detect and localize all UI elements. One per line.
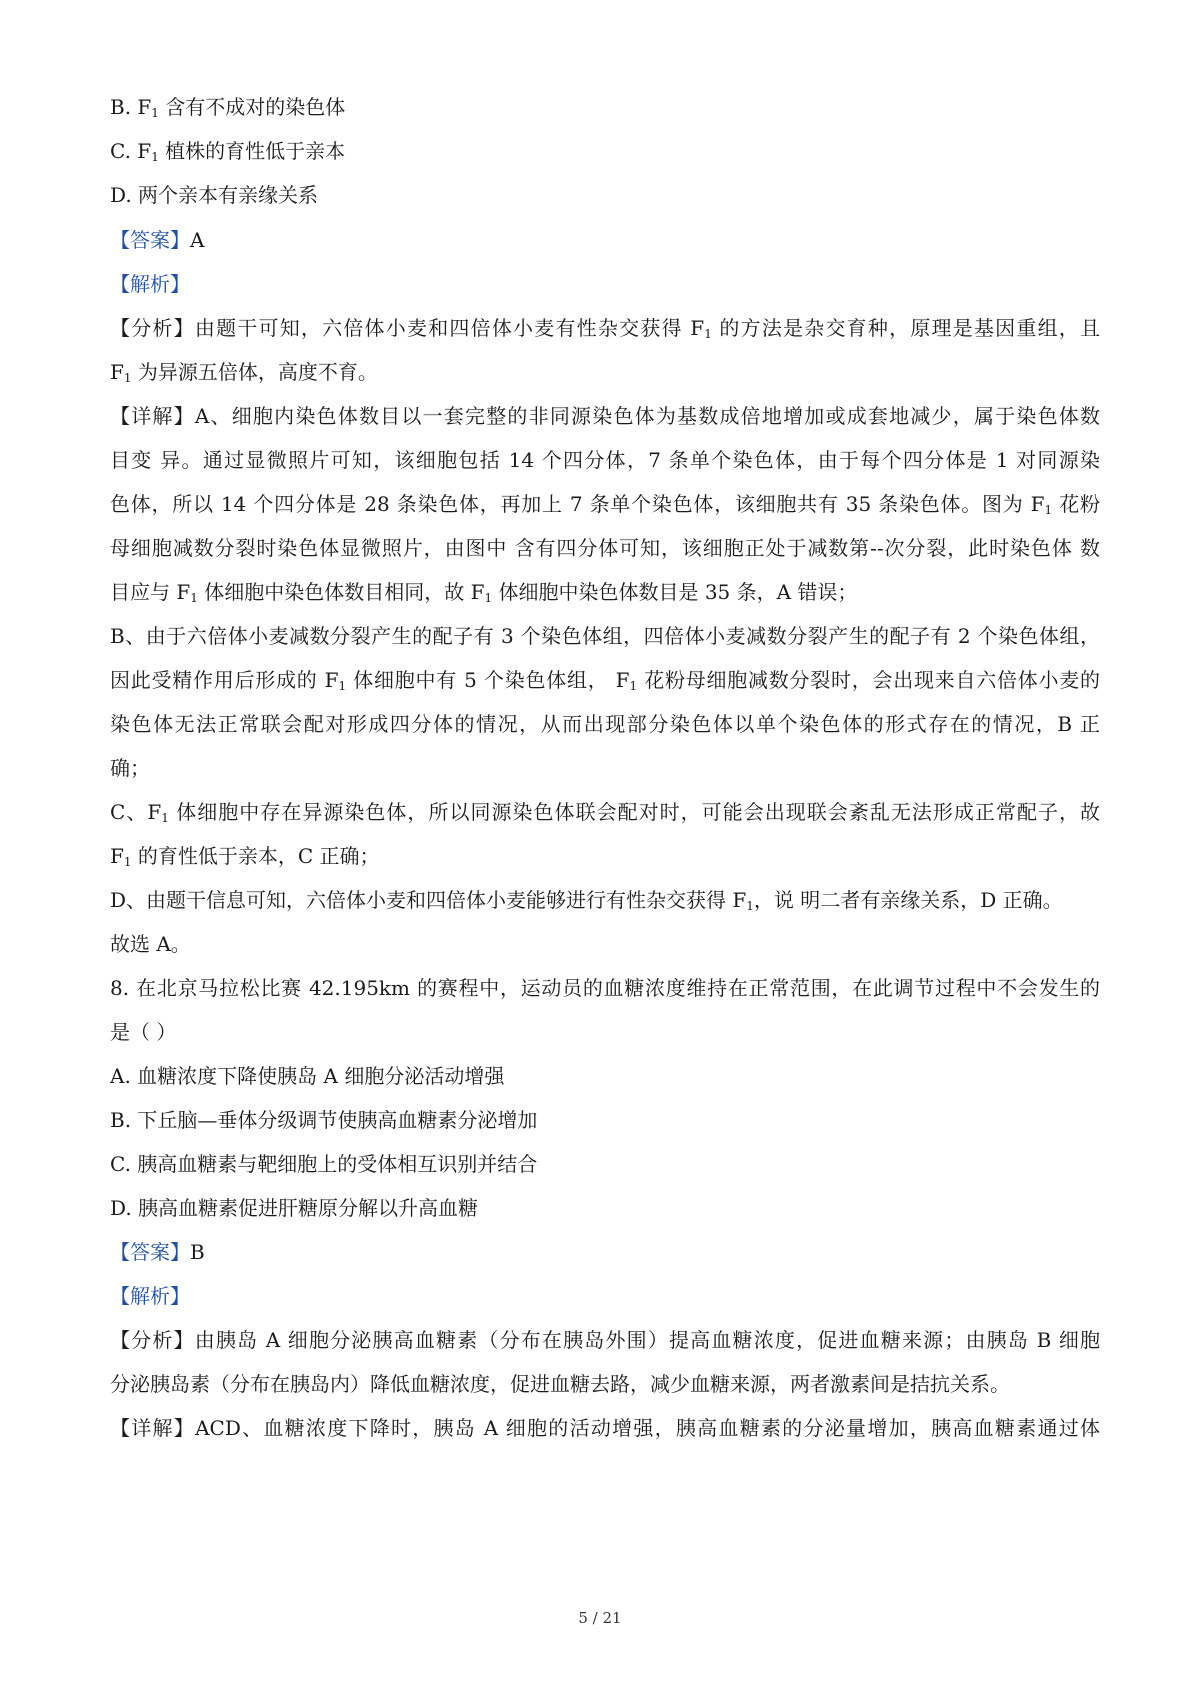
detail-text-q7: 目变 异。通过显微照片可知，该细胞包括 14 个四分体，7 条单个染色体，由于每个四分体是 1 对同源染 [110,448,1100,472]
analysis-text-q7: $F_1$ 为异源五倍体，高度不育。 [110,360,378,385]
answer-q8: 【答案】B [110,1240,205,1264]
option-b-q8: B. 下丘脑—垂体分级调节使胰高血糖素分泌增加 [110,1108,538,1132]
detail-text-q8: 【详解】ACD、血糖浓度下降时，胰岛 A 细胞的活动增强，胰高血糖素的分泌量增加，胰高血糖素通过体 [110,1416,1100,1440]
answer-q7: 【答案】A [110,228,205,252]
option-d-q7: D. 两个亲本有亲缘关系 [110,183,319,207]
question-8-stem: 8. 在北京马拉松比赛 42.195km 的赛程中，运动员的血糖浓度维持在正常范围，在此调节过程中不会发生的 [110,976,1100,1000]
option-c-q8: C. 胰高血糖素与靶细胞上的受体相互识别并结合 [110,1152,538,1176]
option-d-q8: D. 胰高血糖素促进肝糖原分解以升高血糖 [110,1196,479,1220]
analysis-heading-q7: 【解析】 [110,272,190,296]
page-number: 5 / 21 [578,1609,622,1627]
detail-text-q7: 母细胞减数分裂时染色体显微照片，由图中 含有四分体可知，该细胞正处于减数第--次分裂，此时染色体 数 [110,536,1100,560]
detail-text-q7: 目应与 $F_1$ 体细胞中染色体数目相同，故 $F_1$ 体细胞中染色体数目是 35 条，A 错误； [110,580,858,605]
analysis-text-q8: 【分析】由胰岛 A 细胞分泌胰高血糖素（分布在胰岛外围）提高血糖浓度，促进血糖来源；由胰岛 B 细胞 [110,1328,1100,1352]
detail-text-q7: 确； [110,756,150,780]
option-c-q7: C. $F_1$ 植株的育性低于亲本 [110,139,346,164]
detail-text-q7: 【详解】A、细胞内染色体数目以一套完整的非同源染色体为基数成倍地增加或成套地减少，属于染色体数 [110,404,1100,428]
detail-text-q7: $F_1$ 的育性低于亲本，C 正确； [110,844,380,869]
detail-text-q7: C、$F_1$ 体细胞中存在异源染色体，所以同源染色体联会配对时，可能会出现联会紊乱无法形成正常配子，故 [110,800,1100,825]
analysis-text-q8: 分泌胰岛素（分布在胰岛内）降低血糖浓度，促进血糖去路，减少血糖来源，两者激素间是拮抗关系。 [110,1372,1010,1396]
analysis-heading-q8: 【解析】 [110,1284,190,1308]
analysis-text-q7: 【分析】由题干可知，六倍体小麦和四倍体小麦有性杂交获得 $F_1$ 的方法是杂交育种，原理是基因重组，且 [110,316,1100,341]
detail-text-q7: D、由题干信息可知，六倍体小麦和四倍体小麦能够进行有性杂交获得 $F_1$，说 明二者有亲缘关系，D 正确。 [110,888,1063,913]
detail-text-q7: 色体，所以 14 个四分体是 28 条染色体，再加上 7 条单个染色体，该细胞共有 35 条染色体。图为 $F_1$ 花粉 [110,492,1100,517]
question-8-stem: 是（ ） [110,1020,177,1044]
conclusion-q7: 故选 A。 [110,932,191,956]
detail-text-q7: B、由于六倍体小麦减数分裂产生的配子有 3 个染色体组，四倍体小麦减数分裂产生的配子有 2 个染色体组， [110,624,1100,648]
option-a-q8: A. 血糖浓度下降使胰岛 A 细胞分泌活动增强 [110,1064,505,1088]
detail-text-q7: 染色体无法正常联会配对形成四分体的情况，从而出现部分染色体以单个染色体的形式存在的情况，B 正 [110,712,1100,736]
option-b-q7: B. $F_1$ 含有不成对的染色体 [110,95,346,120]
detail-text-q7: 因此受精作用后形成的 $F_1$ 体细胞中有 5 个染色体组， $F_1$ 花粉母细胞减数分裂时，会出现来自六倍体小麦的 [110,668,1100,693]
